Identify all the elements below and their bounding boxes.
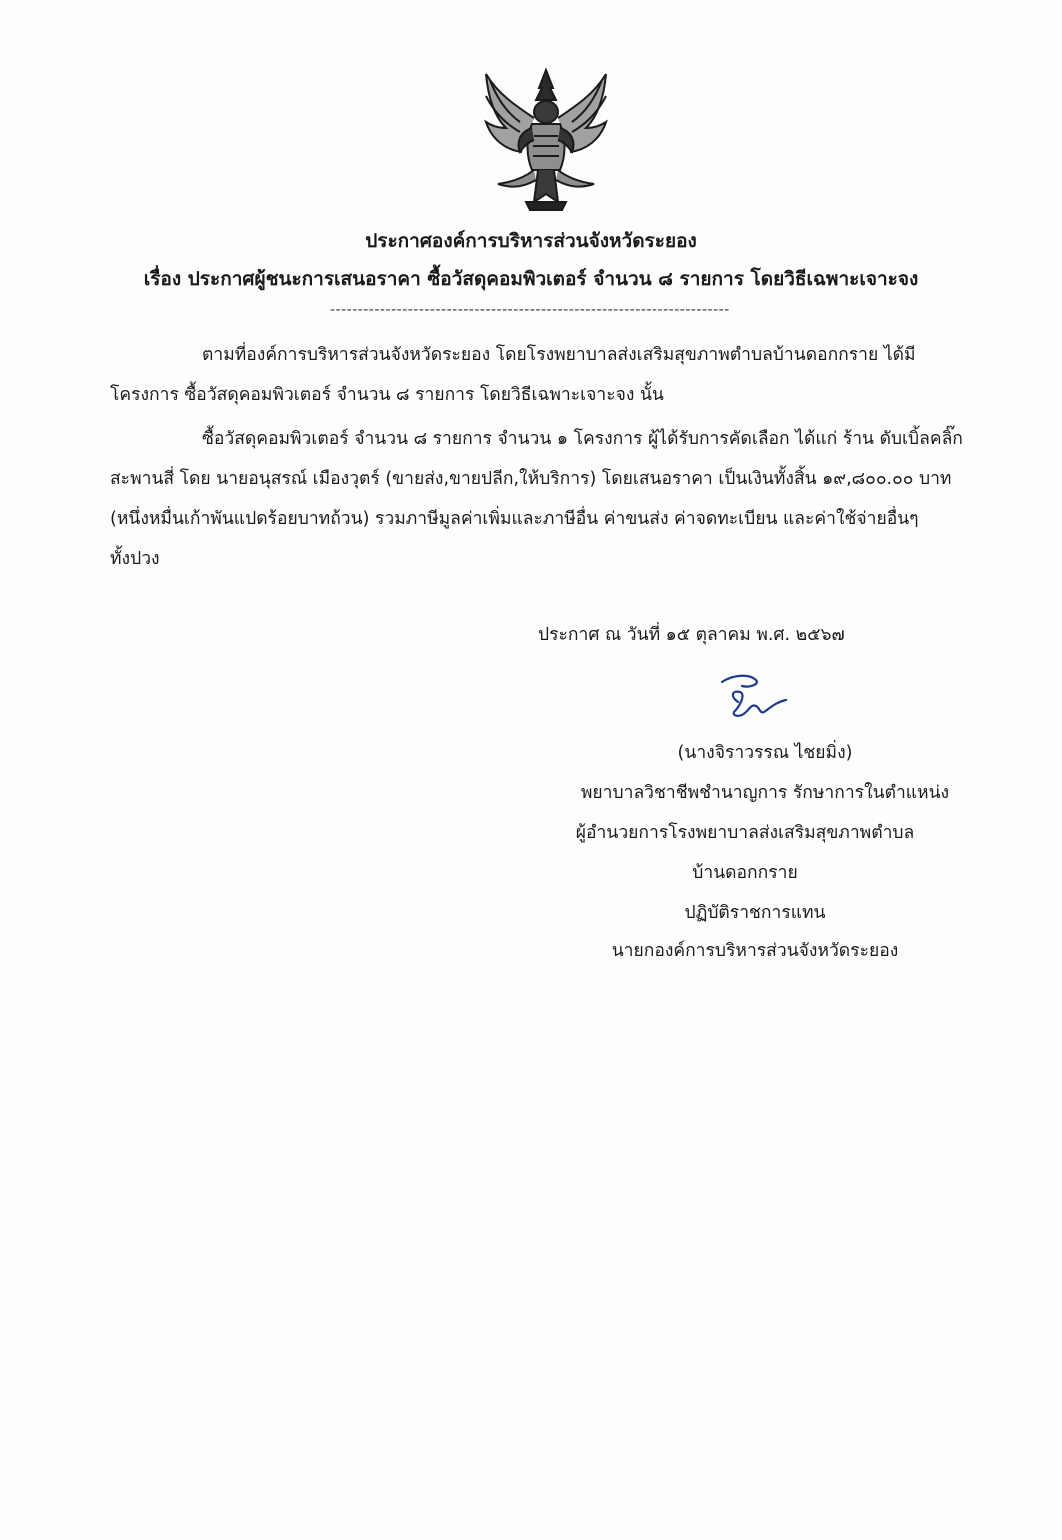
garuda-emblem-icon: [476, 66, 616, 214]
signatory-position-1: พยาบาลวิชาชีพชำนาญการ รักษาการในตำแหน่ง: [580, 783, 950, 803]
title-separator: ------------------------------------------------------------------------: [330, 302, 730, 318]
body-paragraph-1-line-1: ตามที่องค์การบริหารส่วนจังหวัดระยอง โดยโรงพยาบาลส่งเสริมสุขภาพตำบลบ้านดอกกราย ได้มี: [202, 345, 916, 365]
signatory-position-2: ผู้อำนวยการโรงพยาบาลส่งเสริมสุขภาพตำบล: [575, 823, 915, 843]
body-paragraph-2-line-3: (หนึ่งหมื่นเก้าพันแปดร้อยบาทถ้วน) รวมภาษีมูลค่าเพิ่มและภาษีอื่น ค่าขนส่ง ค่าจดทะเบียน และค่าใช้จ่ายอื่นๆ: [110, 509, 919, 529]
signatory-position-3: บ้านดอกกราย: [692, 863, 798, 883]
body-paragraph-2-line-1: ซื้อวัสดุคอมพิวเตอร์ จำนวน ๘ รายการ จำนวน ๑ โครงการ ผู้ได้รับการคัดเลือก ได้แก่ ร้าน ดับเบิ้ลคลิ๊ก: [202, 429, 963, 449]
announcement-subject: เรื่อง ประกาศผู้ชนะการเสนอราคา ซื้อวัสดุคอมพิวเตอร์ จำนวน ๘ รายการ โดยวิธีเฉพาะเจาะจง: [143, 268, 919, 290]
announcement-title: ประกาศองค์การบริหารส่วนจังหวัดระยอง: [365, 230, 697, 252]
signatory-position-4: ปฏิบัติราชการแทน: [684, 903, 826, 923]
body-paragraph-2-line-4: ทั้งปวง: [110, 549, 160, 569]
body-paragraph-1-line-2: โครงการ ซื้อวัสดุคอมพิวเตอร์ จำนวน ๘ รายการ โดยวิธีเฉพาะเจาะจง นั้น: [110, 385, 664, 405]
announcement-date: ประกาศ ณ วันที่ ๑๕ ตุลาคม พ.ศ. ๒๕๖๗: [538, 625, 845, 645]
body-paragraph-2-line-2: สะพานสี่ โดย นายอนุสรณ์ เมืองวุตร์ (ขายส่ง,ขายปลีก,ให้บริการ) โดยเสนอราคา เป็นเงินทั้งสิ้น ๑๙,๘๐๐.๐๐ บาท: [110, 469, 952, 489]
handwritten-signature-icon: [716, 672, 792, 724]
signatory-position-5: นายกองค์การบริหารส่วนจังหวัดระยอง: [611, 941, 899, 961]
signatory-name: (นางจิราวรรณ ไชยมิ่ง): [677, 743, 853, 763]
